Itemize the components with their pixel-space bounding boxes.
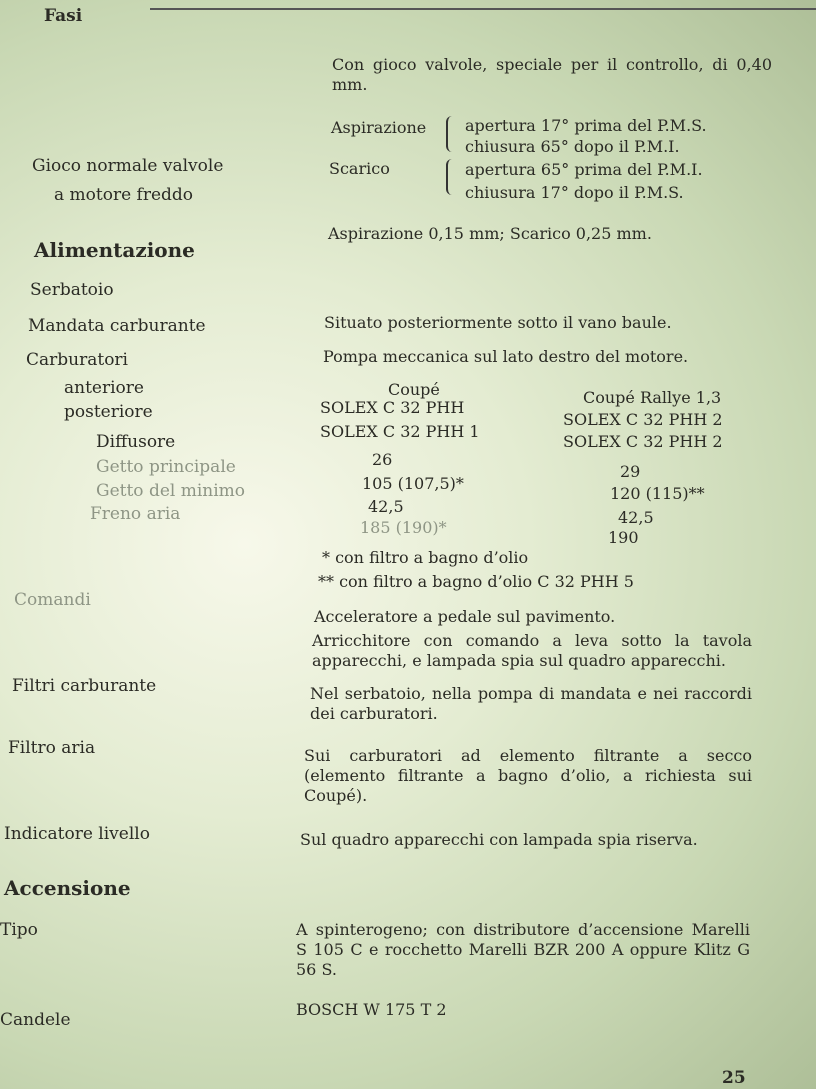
filtri-label: Filtri carburante xyxy=(12,676,157,696)
row-freno-aria-c1: 185 (190)* xyxy=(360,518,447,537)
row-getto-principale-c2: 120 (115)** xyxy=(610,484,705,503)
row-posteriore-c1: SOLEX C 32 PHH 1 xyxy=(320,422,480,441)
row-anteriore-c2: SOLEX C 32 PHH 2 xyxy=(563,410,723,429)
row-getto-minimo-label: Getto del minimo xyxy=(96,481,246,501)
row-getto-principale-c1: 105 (107,5)* xyxy=(362,474,464,493)
col1-header: Coupé xyxy=(388,380,440,399)
row-diffusore-c1: 26 xyxy=(372,450,393,469)
indicatore-value: Sul quadro apparecchi con lampada spia riserva. xyxy=(300,830,698,849)
filtri-value: Nel serbatoio, nella pompa di mandata e nei raccordi dei carburatori. xyxy=(310,684,752,723)
row-diffusore-label: Diffusore xyxy=(96,432,176,452)
footnote-2: ** con filtro a bagno d’olio C 32 PHH 5 xyxy=(318,572,634,591)
row-freno-aria-c2: 190 xyxy=(608,528,639,547)
row-getto-principale-label: Getto principale xyxy=(96,457,236,477)
mandata-label: Mandata carburante xyxy=(28,316,206,336)
comandi-line1: Acceleratore a pedale sul pavimento. xyxy=(314,607,616,626)
candele-value: BOSCH W 175 T 2 xyxy=(296,1000,447,1019)
indicatore-label: Indicatore livello xyxy=(4,824,150,844)
candele-label: Candele xyxy=(0,1010,71,1030)
aspirazione-apertura: apertura 17° prima del P.M.S. xyxy=(465,116,707,135)
fasi-intro: Con gioco valvole, speciale per il controllo, di 0,40 mm. xyxy=(332,55,772,94)
row-posteriore-c2: SOLEX C 32 PHH 2 xyxy=(563,432,723,451)
carburatori-label: Carburatori xyxy=(26,350,128,370)
aspirazione-chiusura: chiusura 65° dopo il P.M.I. xyxy=(465,137,680,156)
row-getto-minimo-c1: 42,5 xyxy=(368,497,404,516)
aspirazione-label: Aspirazione xyxy=(331,118,427,137)
comandi-label: Comandi xyxy=(14,590,91,610)
row-anteriore-label: anteriore xyxy=(64,378,144,398)
serbatoio-value: Situato posteriormente sotto il vano baule. xyxy=(324,313,672,332)
footnote-1: * con filtro a bagno d’olio xyxy=(322,548,529,567)
gioco-value: Aspirazione 0,15 mm; Scarico 0,25 mm. xyxy=(328,224,652,243)
filtro-aria-label: Filtro aria xyxy=(8,738,96,758)
mandata-value: Pompa meccanica sul lato destro del motore. xyxy=(323,347,689,366)
row-diffusore-c2: 29 xyxy=(620,462,641,481)
scarico-label: Scarico xyxy=(329,159,390,178)
row-freno-aria-label: Freno aria xyxy=(90,504,181,524)
scarico-apertura: apertura 65° prima del P.M.I. xyxy=(465,160,703,179)
serbatoio-label: Serbatoio xyxy=(30,280,114,300)
row-getto-minimo-c2: 42,5 xyxy=(618,508,654,527)
filtro-aria-value: Sui carburatori ad elemento filtrante a secco (elemento filtrante a bagno d’olio, a richiesta sui Coupé). xyxy=(304,746,752,805)
page-number: 25 xyxy=(722,1068,746,1088)
top-rule xyxy=(150,8,816,10)
tipo-label: Tipo xyxy=(0,920,38,940)
gioco-label-line2: a motore freddo xyxy=(54,185,194,205)
alimentazione-title: Alimentazione xyxy=(34,238,195,262)
scarico-brace xyxy=(446,159,458,195)
row-posteriore-label: posteriore xyxy=(64,402,153,422)
scarico-chiusura: chiusura 17° dopo il P.M.S. xyxy=(465,183,684,202)
accensione-title: Accensione xyxy=(4,876,131,900)
comandi-line2: Arricchitore con comando a leva sotto la tavola apparecchi, e lampada spia sul quadro apparecchi. xyxy=(312,631,752,670)
gioco-label-line1: Gioco normale valvole xyxy=(32,156,224,176)
fasi-label: Fasi xyxy=(44,6,83,26)
row-anteriore-c1: SOLEX C 32 PHH xyxy=(320,398,465,417)
col2-header: Coupé Rallye 1,3 xyxy=(583,388,722,407)
aspirazione-brace xyxy=(446,116,458,152)
tipo-value: A spinterogeno; con distributore d’accensione Marelli S 105 C e rocchetto Marelli BZR 200 A oppure Klitz G 56 S. xyxy=(296,920,750,979)
